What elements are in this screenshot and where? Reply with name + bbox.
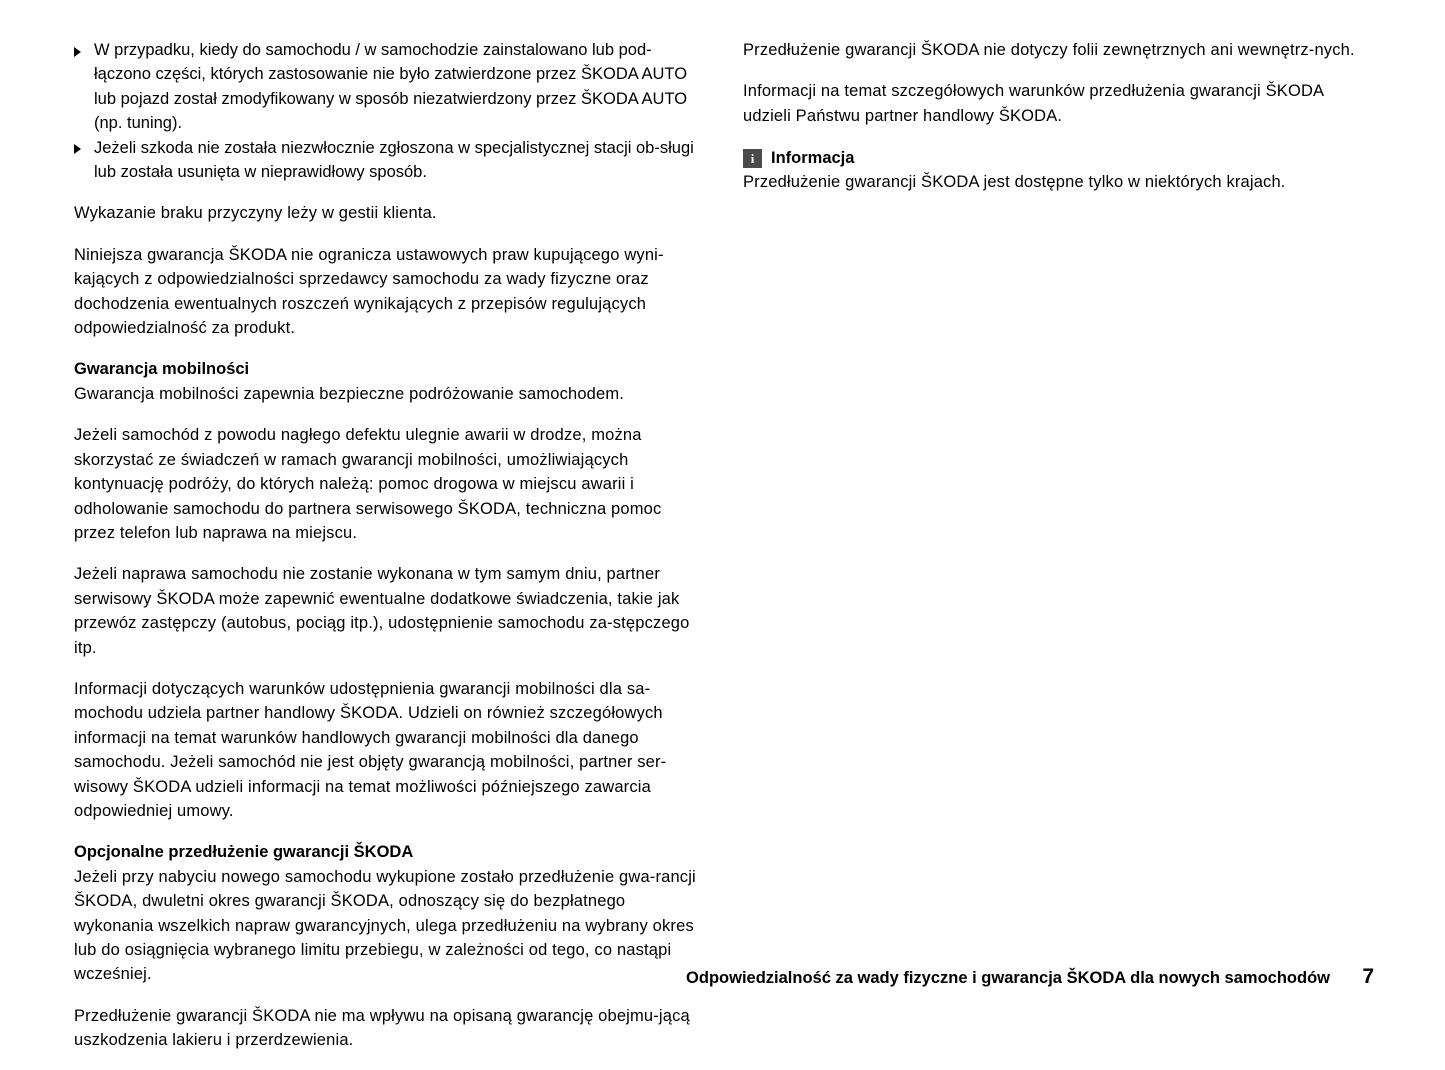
paragraph-foils-exclusion: Przedłużenie gwarancji ŠKODA nie dotyczy folii zewnętrznych ani wewnętrz-nych. [743,41,1355,59]
note-text: Przedłużenie gwarancji ŠKODA jest dostępne tylko w niektórych krajach. [743,173,1286,192]
paragraph-mobility-breakdown: Jeżeli samochód z powodu nagłego defektu ulegnie awarii w drodze, można skorzystać ze świadczeń w ramach gwarancji mobilności, umożliwiających kontynuację podróży, do których należą: pomoc drogowa w miejscu awarii i odholowanie samochodu do partnera serwisowego ŠKODA, techniczna pomoc przez telefon lub naprawa na miejscu. [74,426,662,542]
exclusions-bullet-list [74,38,706,184]
paragraph-mobility-conditions: Informacji dotyczących warunków udostępnienia gwarancji mobilności dla sa-mochodu udziela partner handlowy ŠKODA. Udzieli on również szczegółowych informacji na temat warunków handlowych gwarancji mobilności dla danego samochodu. Jeżeli samochód nie jest objęty gwarancją mobilności, partner ser-wisowy ŠKODA udzieli informacji na temat możliwości późniejszego zawarcia odpowiedniej umowy. [74,679,667,820]
paragraph-statutory-rights: Niniejsza gwarancja ŠKODA nie ogranicza ustawowych praw kupującego wyni-kających z odpowiedzialności sprzedawcy samochodu za wady fizyczne oraz dochodzenia ewentualnych roszczeń wynikających z przepisów regulujących odpowiedzialność za produkt. [74,245,664,338]
note-header [743,148,1374,168]
list-item [74,136,706,185]
heading-warranty-extension: Opcjonalne przedłużenie gwarancji ŠKODA [74,843,414,862]
page-columns [74,38,1374,1070]
footer-chapter-title: Odpowiedzialność za wady fizyczne i gwarancja ŠKODA dla nowych samochodów [686,969,1330,987]
paragraph-extension-lead: Jeżeli przy nabyciu nowego samochodu wykupione zostało przedłużenie gwa-rancji ŠKODA, dwuletni okres gwarancji ŠKODA, odnoszący się do bezpłatnego wykonania wszelkich napraw gwarancyjnych, ulega przedłużeniu na wybrany okres lub do osiągnięcia wybranego limitu przebiegu, w zależności od tego, co nastąpi wcześniej. [74,867,696,984]
bullet-triangle-icon [74,47,81,57]
paragraph-extension-partner-info: Informacji na temat szczegółowych warunków przedłużenia gwarancji ŠKODA udzieli Państwu partner handlowy ŠKODA. [743,82,1324,125]
bullet-triangle-icon [74,144,81,154]
list-item-text: Jeżeli szkoda nie została niezwłocznie zgłoszona w specjalistycznej stacji ob-sługi lub została usunięta w nieprawidłowy sposób. [94,138,694,182]
left-column [74,38,706,1070]
paragraph-extension-paint-rust: Przedłużenie gwarancji ŠKODA nie ma wpływu na opisaną gwarancję obejmu-jącą uszkodzenia lakieru i przerdzewienia. [74,1006,690,1050]
list-item [74,38,706,136]
heading-mobility-warranty: Gwarancja mobilności [74,360,250,379]
paragraph-mobility-extra-services: Jeżeli naprawa samochodu nie zostanie wykonana w tym samym dniu, partner serwisowy ŠKODA może zapewnić ewentualne dodatkowe świadczenia, takie jak przewóz zastępczy (autobus, pociąg itp.), udostępnienie samochodu za-stępczego itp. [74,565,690,657]
page-number: 7 [1362,965,1374,988]
right-column [743,38,1374,1070]
paragraph-mobility-lead: Gwarancja mobilności zapewnia bezpieczne podróżowanie samochodem. [74,384,625,403]
paragraph-burden-of-proof: Wykazanie braku przyczyny leży w gestii klienta. [74,204,437,223]
list-item-text: W przypadku, kiedy do samochodu / w samochodzie zainstalowano lub pod-łączono części, których zastosowanie nie było zatwierdzone przez ŠKODA AUTO lub pojazd został zmodyfikowany w sposób niezatwierdzony przez ŠKODA AUTO (np. tuning). [94,41,688,133]
page-footer [74,965,1374,989]
info-icon: i [743,149,762,168]
note-title: Informacja [771,149,855,168]
